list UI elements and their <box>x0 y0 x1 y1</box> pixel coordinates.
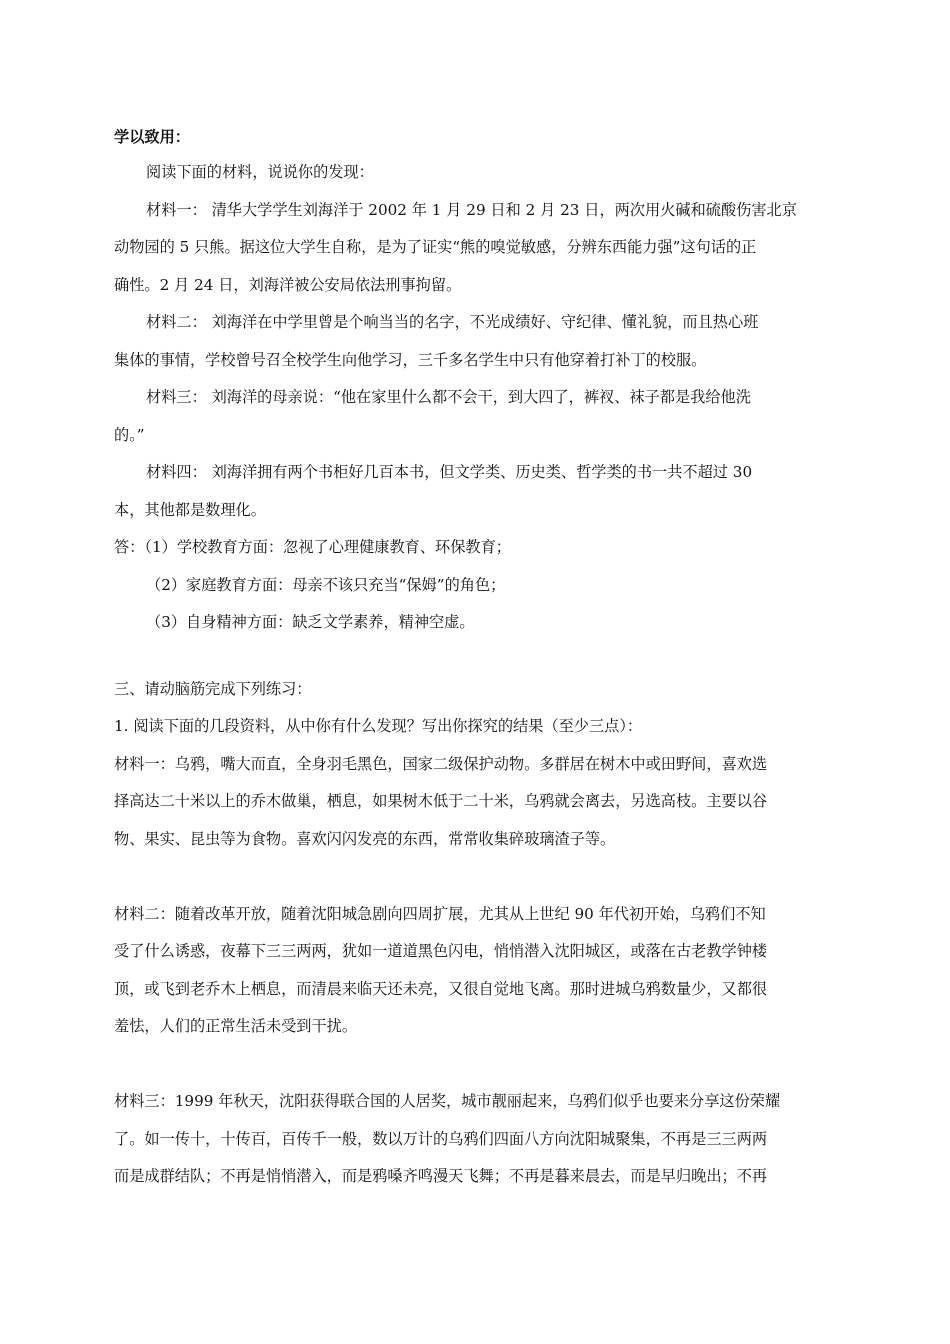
answer-line1: 答：（1）学校教育方面：忽视了心理健康教育、环保教育； <box>114 538 511 556</box>
material1-line1: 材料一： 清华大学学生刘海洋于 2002 年 1 月 29 日和 2 月 23 日，两次用火碱和硫酸伤害北京 <box>146 201 797 219</box>
question-1: 1. 阅读下面的几段资料，从中你有什么发现？写出你探究的结果（至少三点）： <box>114 717 643 735</box>
crow-material2-line1: 材料二：随着改革开放，随着沈阳城急剧向四周扩展，尤其从上世纪 90 年代初开始，乌鸦们不知 <box>114 905 766 923</box>
answer-line2: （2）家庭教育方面：母亲不该只充当“保姆”的角色； <box>146 576 506 594</box>
crow-material2-line2: 受了什么诱惑，夜幕下三三两两，犹如一道道黑色闪电，悄悄潜入沈阳城区，或落在古老教学钟楼 <box>114 942 768 960</box>
material4-line1: 材料四： 刘海洋拥有两个书柜好几百本书，但文学类、历史类、哲学类的书一共不超过 30 <box>146 463 753 481</box>
material4-line2: 本，其他都是数理化。 <box>114 501 266 519</box>
material2-line1: 材料二： 刘海洋在中学里曾是个响当当的名字，不光成绩好、守纪律、懂礼貌，而且热心班 <box>146 313 759 331</box>
crow-material1-line1: 材料一：乌鸦，嘴大而直，全身羽毛黑色，国家二级保护动物。多群居在树木中或田野间，喜欢选 <box>114 755 768 773</box>
section-heading-apply: 学以致用： <box>114 128 190 146</box>
crow-material3-line3: 而是成群结队；不再是悄悄潜入，而是鸦嗓齐鸣漫天飞舞；不再是暮来晨去，而是早归晚出；不再 <box>114 1167 768 1185</box>
section3-heading: 三、请动脑筋完成下列练习： <box>114 680 312 698</box>
material1-line2: 动物园的 5 只熊。据这位大学生自称，是为了证实“熊的嗅觉敏感，分辨东西能力强”这句话的正 <box>114 238 757 256</box>
crow-material1-line3: 物、果实、昆虫等为食物。喜欢闪闪发亮的东西，常常收集碎玻璃渣子等。 <box>114 830 616 848</box>
material3-line1: 材料三： 刘海洋的母亲说：“他在家里什么都不会干，到大四了，裤衩、袜子都是我给他洗 <box>146 388 751 406</box>
crow-material2-line4: 羞怯，人们的正常生活未受到干扰。 <box>114 1017 357 1035</box>
crow-material2-line3: 顶，或飞到老乔木上栖息，而清晨来临天还未亮，又很自觉地飞离。那时进城乌鸦数量少，又都很 <box>114 980 768 998</box>
intro-text: 阅读下面的材料，说说你的发现： <box>146 163 374 181</box>
answer-line3: （3）自身精神方面：缺乏文学素养，精神空虚。 <box>146 613 475 631</box>
crow-material3-line1: 材料三：1999 年秋天，沈阳获得联合国的人居奖，城市靓丽起来，乌鸦们似乎也要来分享这份荣耀 <box>114 1092 781 1110</box>
crow-material3-line2: 了。如一传十，十传百，百传千一般，数以万计的乌鸦们四面八方向沈阳城聚集，不再是三三两两 <box>114 1130 768 1148</box>
material1-line3: 确性。2 月 24 日，刘海洋被公安局依法刑事拘留。 <box>114 276 462 294</box>
crow-material1-line2: 择高达二十米以上的乔木做巢，栖息，如果树木低于二十米，乌鸦就会离去，另选高枝。主要以谷 <box>114 792 768 810</box>
material3-line2: 的。” <box>114 426 145 444</box>
material2-line2: 集体的事情，学校曾号召全校学生向他学习，三千多名学生中只有他穿着打补丁的校服。 <box>114 351 707 369</box>
